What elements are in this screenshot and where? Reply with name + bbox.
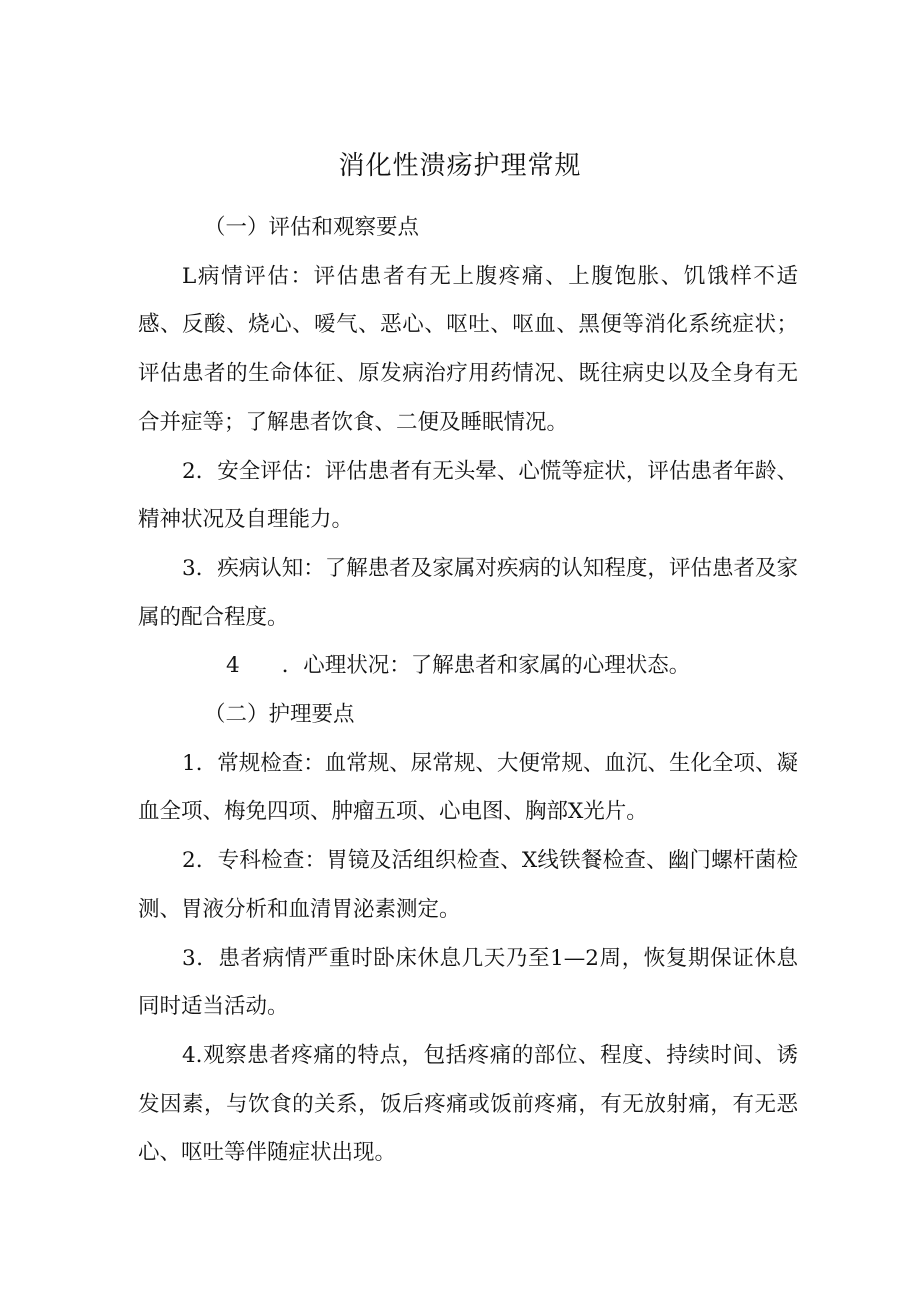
paragraph-bed-rest: 3．患者病情严重时卧床休息几天乃至1—2周，恢复期保证休息同时适当活动。 [138, 945, 798, 1020]
item-text: ．心理状况：了解患者和家属的心理状态。 [281, 653, 691, 679]
document-title: 消化性溃疡护理常规 [338, 151, 582, 181]
paragraph-condition-assessment: L病情评估：评估患者有无上腹疼痛、上腹饱胀、饥饿样不适感、反酸、烧心、嗳气、恶心、呕吐、呕血、黑便等消化系统症状；评估患者的生命体征、原发病治疗用药情况、既往病史以及全身有无合并症等；了解患者饮食、二便及睡眠情况。 [138, 263, 798, 435]
section-heading-nursing: （二）护理要点 [204, 702, 355, 728]
item-number: 4 [226, 653, 240, 679]
paragraph-psychological-status [138, 642, 798, 691]
paragraph-pain-observation: 4.观察患者疼痛的特点，包括疼痛的部位、程度、持续时间、诱发因素，与饮食的关系，饭后疼痛或饭前疼痛，有无放射痛，有无恶心、呕吐等伴随症状出现。 [138, 1042, 798, 1166]
paragraph-specialist-exams: 2．专科检查：胃镜及活组织检查、X线铁餐检查、幽门螺杆菌检测、胃液分析和血清胃泌素测定。 [138, 848, 798, 922]
section-heading-assessment: （一）评估和观察要点 [204, 215, 420, 240]
paragraph-disease-awareness: 3．疾病认知：了解患者及家属对疾病的认知程度，评估患者及家属的配合程度。 [138, 555, 798, 630]
document-body [138, 204, 798, 1178]
paragraph-safety-assessment: 2．安全评估：评估患者有无头晕、心慌等症状，评估患者年龄、精神状况及自理能力。 [138, 458, 798, 533]
paragraph-routine-exams: 1．常规检查：血常规、尿常规、大便常规、血沉、生化全项、凝血全项、梅免四项、肿瘤五项、心电图、胸部X光片。 [138, 750, 798, 825]
